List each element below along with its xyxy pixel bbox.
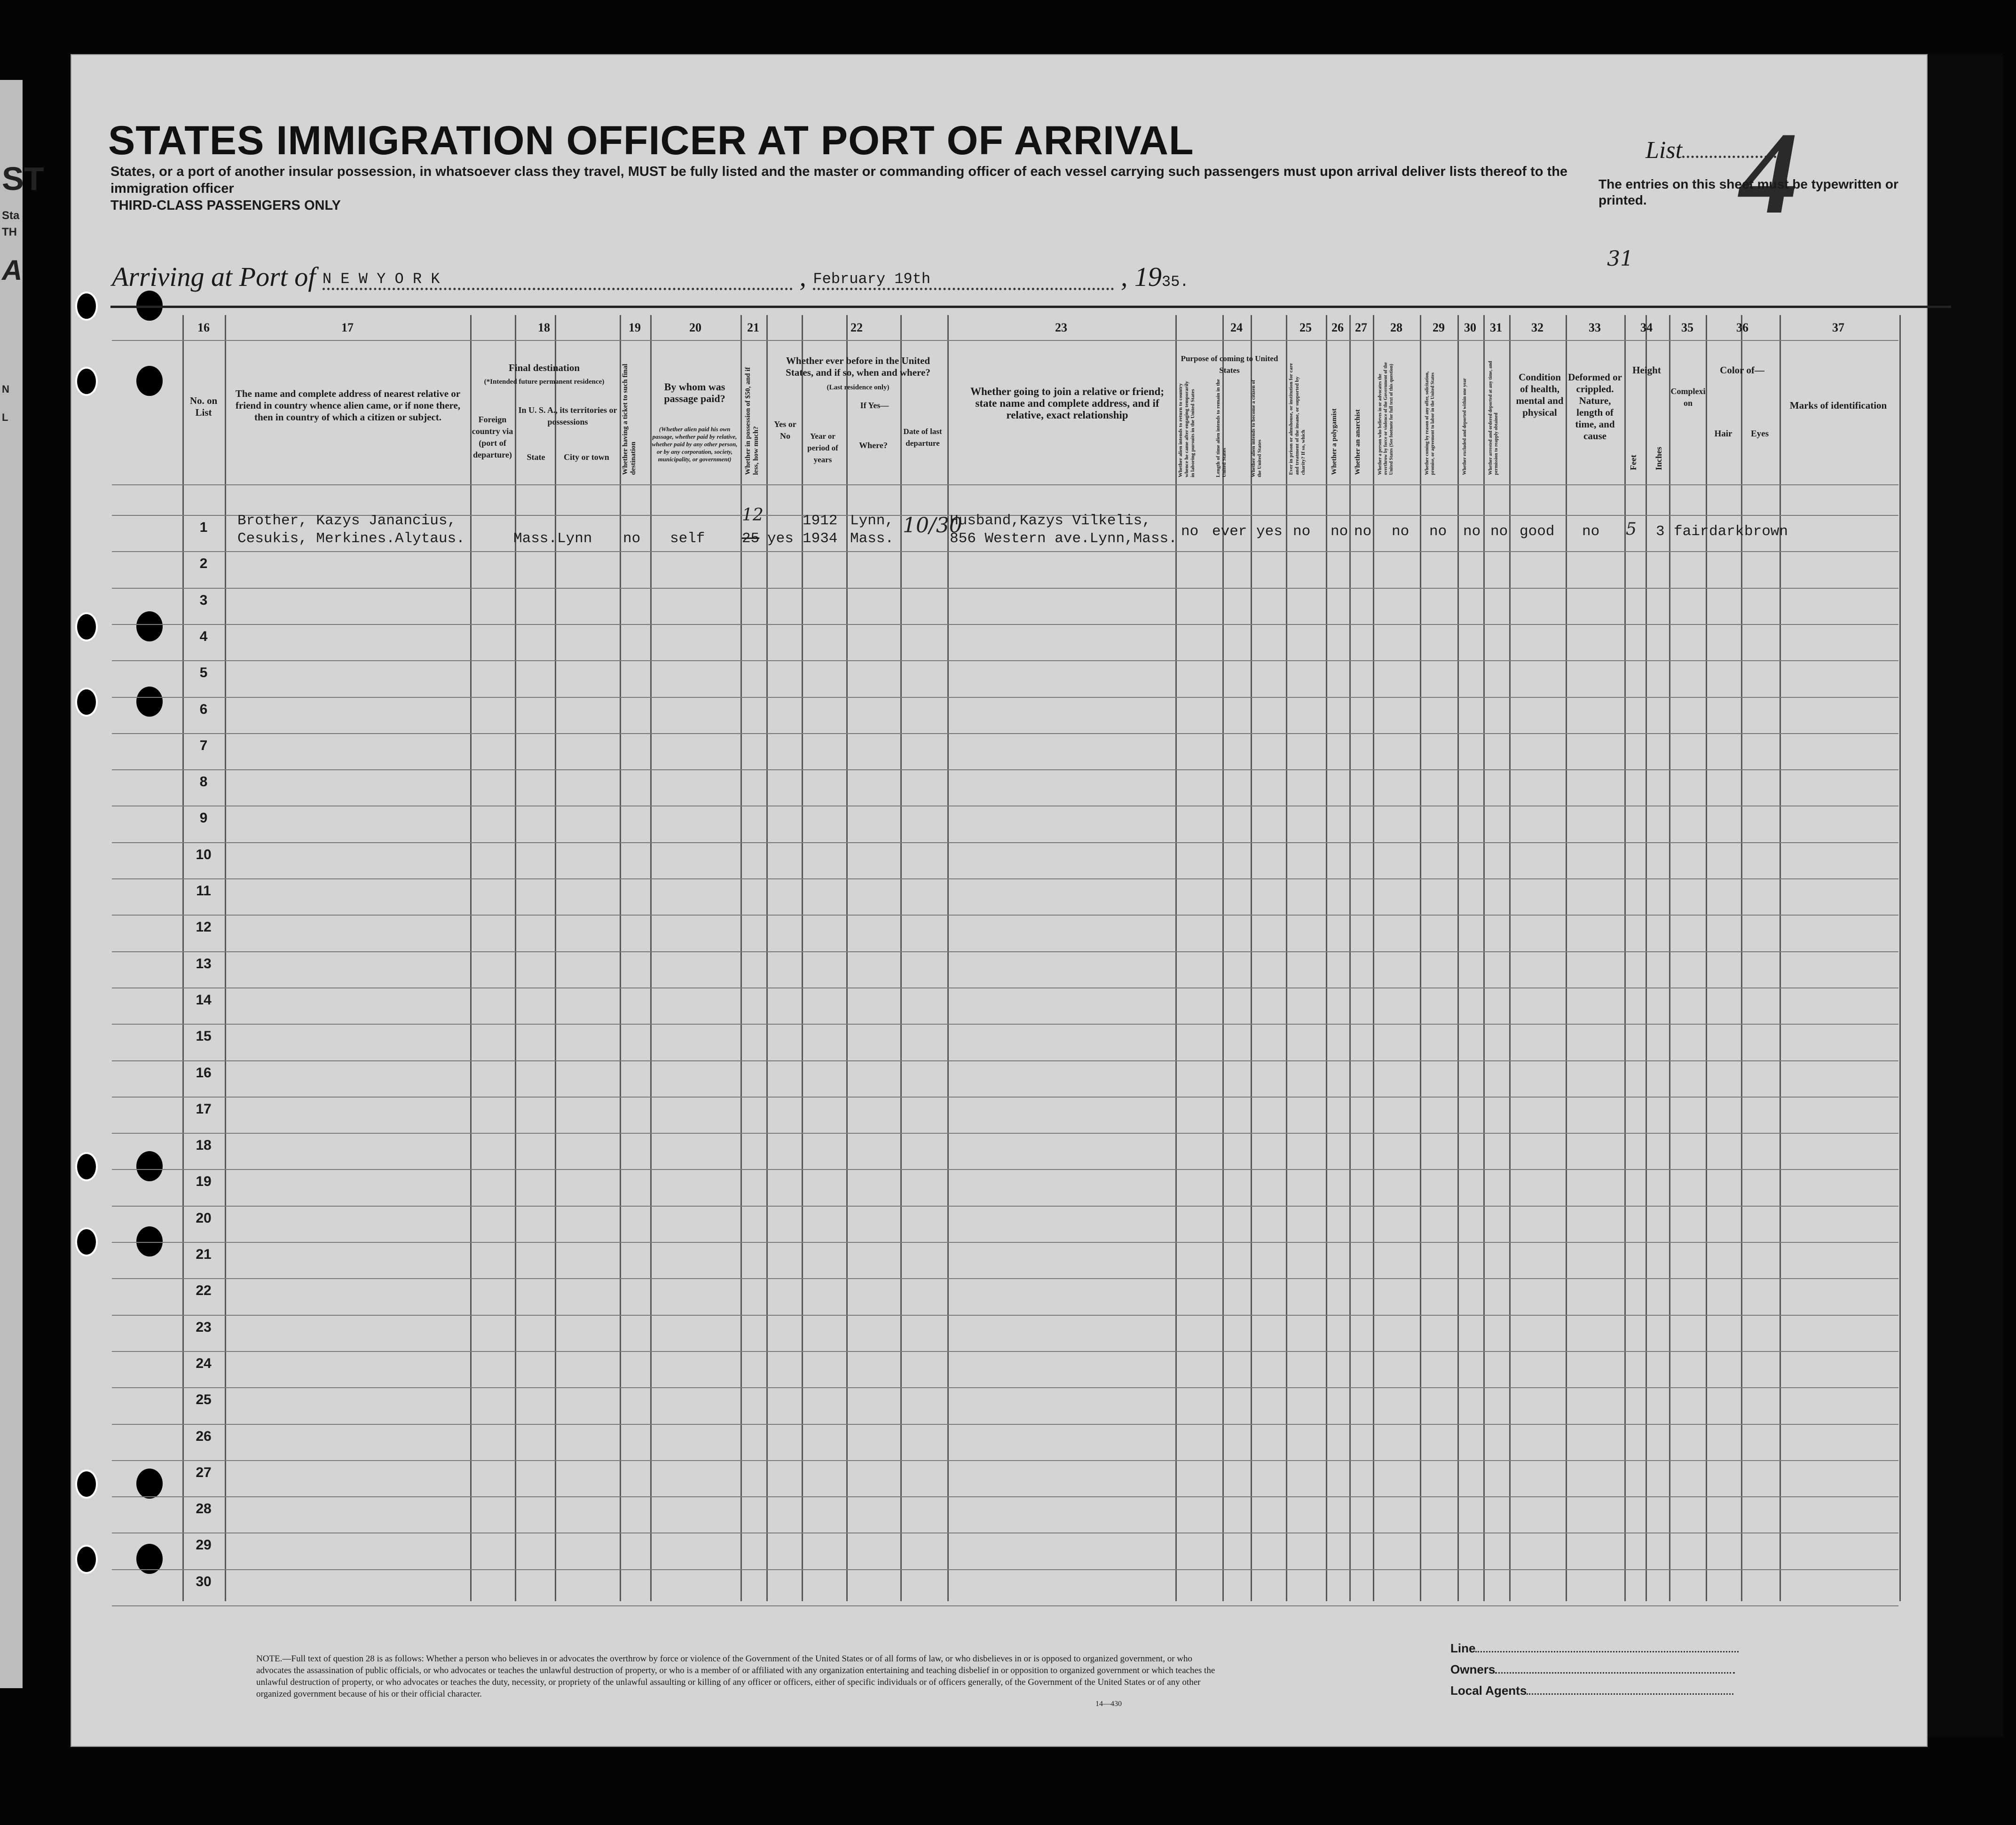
relative-address-line-2: Cesukis, Merkines.Alytaus. (237, 530, 465, 547)
intro-text (110, 163, 1615, 214)
row-number: 1 (199, 520, 208, 535)
destination-city: Lynn (557, 530, 592, 547)
column-number: 33 (1589, 321, 1601, 334)
answer-c31: no (1490, 523, 1508, 540)
header-c22-title: Whether ever before in the United States, and if so, when and where? (786, 355, 930, 378)
joining-line-1: Husband,Kazys Vilkelis, (950, 513, 1151, 529)
row-number: 16 (196, 1065, 212, 1081)
header-c28: Whether a person who believes in or advocates the overthrow by force or violence of the Government of the United States (See footnote for full text of this question) (1378, 362, 1394, 475)
local-agents-label (1450, 1683, 1733, 1698)
grid-row-rule (112, 1133, 1898, 1134)
header-c18-title: Final destination (508, 362, 580, 373)
grid-row-rule (112, 1569, 1898, 1570)
joining-line-2: 856 Western ave.Lynn,Mass. (950, 530, 1177, 547)
header-c18-sub: (*Intended future permanent residence) (484, 378, 605, 386)
fragment-text: ST (2, 160, 44, 197)
header-c17: The name and complete address of nearest relative or friend in country whence alien came, or if none there, then in country of which a citizen or subject. (235, 388, 461, 423)
answer-c28: no (1392, 523, 1410, 540)
grid-column-rule (1251, 315, 1252, 1601)
list-number: 4 (1740, 108, 1798, 238)
header-c35: Complexion (1670, 387, 1706, 408)
grid-row-rule (112, 624, 1898, 625)
column-number: 32 (1531, 321, 1544, 334)
owners-label-text: Owners (1450, 1662, 1496, 1676)
passage-paid-by: self (670, 530, 705, 547)
years-line-2: 1934 (803, 530, 838, 547)
purpose-return: no (1181, 523, 1199, 540)
handwritten-mark: 31 (1607, 247, 1633, 271)
date-field: February 19th (813, 270, 1114, 290)
column-number: 29 (1433, 321, 1445, 334)
port-field: N E W Y O R K (323, 270, 793, 290)
grid-column-rule (766, 315, 768, 1601)
grid-row-rule (112, 1206, 1898, 1207)
grid-row-rule (112, 1278, 1898, 1279)
grid-row-rule (112, 1351, 1898, 1352)
ever-before-answer: yes (767, 530, 794, 547)
answer-c29: no (1429, 523, 1447, 540)
column-number: 24 (1230, 321, 1243, 334)
row-number: 14 (196, 992, 212, 1008)
header-c18-foreign: Foreign country via (port of departure) (472, 415, 513, 459)
money-typed: 25 (742, 530, 760, 547)
header-c26: Whether a polygamist (1331, 408, 1338, 475)
header-c29: Whether coming by reason of any offer, solicitation, promise, or agreement to labor in the United States (1425, 371, 1435, 475)
hair-color: dark (1709, 523, 1744, 540)
grid-column-rule (1566, 315, 1567, 1601)
row-number: 13 (196, 956, 212, 972)
header-c24-b: Length of time alien intends to remain in the United States (1215, 379, 1227, 477)
grid-row-rule (112, 1605, 1898, 1606)
eye-color: brown (1744, 523, 1788, 540)
grid-row-rule (112, 588, 1898, 589)
grid-row-rule (112, 697, 1898, 698)
row-number: 19 (196, 1174, 212, 1189)
header-c18-city: City or town (564, 452, 609, 462)
row-number: 25 (196, 1392, 212, 1407)
binder-hole (75, 292, 98, 321)
year-prefix: 19 (1134, 261, 1162, 292)
answer-c27: no (1354, 523, 1372, 540)
grid-row-rule (112, 1315, 1898, 1316)
header-c22-sub: (Last residence only) (827, 384, 890, 391)
local-agents-label-text: Local Agents (1450, 1683, 1527, 1698)
row-number: 21 (196, 1247, 212, 1262)
row-number: 29 (196, 1537, 212, 1553)
answer-c30: no (1463, 523, 1481, 540)
header-c22-where: Where? (859, 441, 888, 450)
grid-row-rule (112, 1024, 1898, 1025)
grid-row-rule (112, 551, 1898, 552)
owners-label (1450, 1662, 1735, 1677)
row-number: 5 (199, 665, 208, 680)
grid-column-rule (225, 315, 226, 1601)
grid-column-rule (620, 315, 621, 1601)
grid-row-rule (112, 733, 1898, 734)
grid-row-rule (112, 1242, 1898, 1243)
grid-row-rule (112, 1496, 1898, 1497)
header-c19: Whether having a ticket to such final destination (622, 363, 637, 475)
row-number: 15 (196, 1028, 212, 1044)
answer-c26: no (1331, 523, 1348, 540)
manifest-table (110, 306, 1951, 1604)
grid-column-rule (1373, 315, 1374, 1601)
ticket-answer: no (623, 530, 641, 547)
grid-column-rule (1420, 315, 1421, 1601)
class-line: THIRD-CLASS PASSENGERS ONLY (110, 198, 341, 213)
column-number: 18 (538, 321, 550, 334)
row-number: 3 (199, 593, 208, 608)
row-number: 20 (196, 1210, 212, 1226)
destination-state: Mass. (513, 530, 558, 547)
where-line-1: Lynn, (850, 513, 894, 529)
grid-row-rule (112, 951, 1898, 952)
line-label-text: Line (1450, 1641, 1476, 1655)
row-number: 4 (199, 629, 208, 644)
adjacent-page-fragment (0, 80, 44, 1688)
last-departure-date: 10/30 (903, 514, 962, 537)
grid-column-rule (515, 315, 516, 1601)
grid-column-rule (802, 315, 803, 1601)
header-c36-title: Color of— (1720, 364, 1764, 376)
row-number: 11 (196, 883, 211, 899)
grid-column-rule (846, 315, 848, 1601)
column-number: 36 (1736, 321, 1748, 334)
row-number: 6 (199, 702, 208, 717)
fragment-text: TH (2, 226, 17, 238)
grid-column-rule (1457, 315, 1459, 1601)
binder-hole (75, 1227, 98, 1256)
header-c22-yes: Yes or No (774, 419, 796, 441)
grid-column-rule (1286, 315, 1287, 1601)
page-title: STATES IMMIGRATION OFFICER AT PORT OF ARRIVAL (108, 118, 1194, 163)
grid-column-rule (1509, 315, 1511, 1601)
header-c34-feet: Feet (1629, 455, 1638, 470)
column-number: 17 (341, 321, 354, 334)
relative-address-line-1: Brother, Kazys Janancius, (237, 513, 457, 529)
column-number: 30 (1464, 321, 1476, 334)
row-number: 12 (196, 919, 212, 935)
header-c24-a: Whether alien intends to return to country whence he came after engaging temporarily in laboring pursuits in the United States (1178, 381, 1196, 477)
row-number: 8 (199, 774, 208, 790)
fragment-text: A (2, 254, 23, 286)
grid-row-rule (112, 1169, 1898, 1170)
column-number: 21 (747, 321, 759, 334)
binder-hole (75, 1152, 98, 1181)
row-number: 17 (196, 1101, 212, 1117)
list-label-text: List (1646, 137, 1683, 164)
header-c22-year: Year or period of years (807, 432, 838, 464)
row-number: 28 (196, 1501, 212, 1517)
header-c24-c: Whether alien intends to become a citizen of the United States (1251, 379, 1262, 477)
grid-column-rule (1349, 315, 1351, 1601)
binder-hole (75, 687, 98, 717)
grid-column-rule (947, 315, 949, 1601)
line-label (1450, 1641, 1739, 1656)
column-number: 35 (1681, 321, 1693, 334)
purpose-length: ever (1212, 523, 1247, 540)
grid-column-rule (1175, 315, 1177, 1601)
grid-column-rule (1741, 315, 1742, 1601)
grid-row-rule (112, 1097, 1898, 1098)
fragment-text: N (2, 383, 9, 395)
header-c20-title: By whom was passage paid? (664, 381, 725, 404)
row-number: 24 (196, 1356, 212, 1371)
header-c30: Whether excluded and deported within one year (1462, 378, 1467, 475)
row-number: 26 (196, 1429, 212, 1444)
header-c21: Whether in possession of $50, and if less, how much? (744, 367, 760, 475)
header-c22-ifyes: If Yes— (860, 401, 889, 410)
row-number: 2 (199, 556, 208, 571)
grid-row-rule (112, 1460, 1898, 1461)
header-c36-eyes: Eyes (1751, 429, 1769, 439)
grid-column-rule (1222, 315, 1224, 1601)
grid-column-rule (1669, 315, 1670, 1601)
column-number: 16 (197, 321, 210, 334)
form-number: 14—430 (1095, 1700, 1122, 1708)
column-number: 25 (1299, 321, 1312, 334)
fragment-text: Sta (2, 209, 20, 222)
column-number: 26 (1331, 321, 1344, 334)
header-c25: Ever in prison or almshouse, or institution for care and treatment of the insane, or supported by charity? If so, which (1288, 363, 1306, 475)
grid-column-rule (650, 315, 652, 1601)
health-condition: good (1520, 523, 1555, 540)
grid-row-rule (112, 1387, 1898, 1388)
grid-column-rule (1706, 315, 1707, 1601)
complexion: fair (1674, 523, 1709, 540)
row-number: 7 (199, 738, 208, 753)
column-number: 31 (1490, 321, 1502, 334)
header-c36-hair: Hair (1714, 429, 1732, 439)
deformed-answer: no (1582, 523, 1600, 540)
column-number: 23 (1055, 321, 1067, 334)
column-number: 20 (689, 321, 701, 334)
entries-note: The entries on this sheet must be typewritten or printed. (1599, 177, 1898, 207)
fragment-text: L (2, 411, 8, 423)
column-number: 28 (1390, 321, 1402, 334)
row-number: 18 (196, 1138, 212, 1153)
row-number: 10 (196, 847, 212, 862)
grid-row-rule (112, 769, 1898, 770)
grid-row-rule (112, 915, 1898, 916)
column-number: 19 (629, 321, 641, 334)
footnote-question-28: NOTE.—Full text of question 28 is as follows: Whether a person who believes in or advocates the overthrow by force or violence of the Government of the United States or of all forms of law, or who disbelieves in or is opposed to organized government, or who advocates the assassination of public officials, or who advocates or teaches the unlawful destruction of property, or who is a member of or affiliated with any organization entertaining and teaching disbelief in or opposition to organized government or which teaches the unlawful destruction of property, or who advocates or teaches the duty, necessity, or propriety of the unlawful assaulting or killing of any officer or officers, either of specific individuals or of officers generally, of the Government of the United States or of any other organized government because of his or their official character. (256, 1654, 1215, 1699)
header-c34-title: Height (1632, 364, 1661, 376)
header-c16: No. on List (189, 395, 218, 418)
grid-column-rule (1780, 315, 1781, 1601)
grid-column-rule (555, 315, 556, 1601)
grid-column-rule (1326, 315, 1327, 1601)
header-c34-inches: Inches (1654, 446, 1663, 470)
grid-row-rule (112, 340, 1898, 341)
binder-hole (75, 367, 98, 396)
column-number: 37 (1832, 321, 1844, 334)
header-c33: Deformed or crippled. Nature, length of time, and cause (1568, 371, 1622, 442)
intro-line: States, or a port of another insular possession, in whatsoever class they travel, MUST be fully listed and the master or commanding officer of each vessel carrying such passengers must upon arrival deliver lists thereof to the immigration officer (110, 164, 1568, 196)
money-handwritten: 12 (742, 506, 764, 525)
header-c27: Whether an anarchist (1354, 409, 1362, 475)
purpose-citizen: yes (1256, 523, 1283, 540)
grid-column-rule (1899, 315, 1901, 1601)
header-c31: Whether arrested and ordered deported at any time, and permission to reapply obtained (1488, 361, 1499, 475)
column-number: 34 (1640, 321, 1653, 334)
year-suffix: 35. (1161, 273, 1189, 291)
header-c32: Condition of health, mental and physical (1516, 371, 1564, 418)
row-number: 30 (196, 1574, 212, 1589)
height-feet: 5 (1626, 520, 1637, 539)
grid-row-rule (112, 484, 1898, 485)
height-inches: 3 (1656, 523, 1665, 540)
grid-column-rule (1624, 315, 1626, 1601)
column-number: 22 (850, 321, 863, 334)
grid-column-rule (1646, 315, 1647, 1601)
header-c22-date: Date of last departure (903, 427, 942, 448)
binder-hole (75, 1545, 98, 1574)
grid-row-rule (112, 660, 1898, 661)
binder-hole (75, 612, 98, 641)
arriving-label: Arriving at Port of (112, 261, 316, 292)
header-c20-note: (Whether alien paid his own passage, whether paid by relative, whether paid by any other person, or by any corporation, society, municipality, or government) (652, 426, 738, 463)
where-line-2: Mass. (850, 530, 894, 547)
answer-c25: no (1293, 523, 1311, 540)
row-number: 27 (196, 1465, 212, 1480)
binder-hole (75, 1469, 98, 1499)
grid-column-rule (1483, 315, 1485, 1601)
grid-row-rule (112, 842, 1898, 843)
grid-column-rule (900, 315, 902, 1601)
grid-row-rule (112, 1060, 1898, 1061)
row-number: 9 (199, 810, 208, 826)
grid-row-rule (112, 1424, 1898, 1425)
years-line-1: 1912 (803, 513, 838, 529)
column-number: 27 (1355, 321, 1367, 334)
header-c18-usa: In U. S. A., its territories or possessions (518, 405, 617, 427)
header-c18-state: State (527, 452, 545, 462)
grid-row-rule (112, 878, 1898, 879)
header-c24-title: Purpose of coming to United States (1181, 354, 1278, 375)
row-number: 23 (196, 1319, 212, 1335)
arriving-row: Arriving at Port of N E W Y O R K , February 19th , 1935. (112, 261, 1189, 292)
grid-column-rule (470, 315, 472, 1601)
header-c37: Marks of identification (1789, 400, 1887, 411)
row-number: 22 (196, 1283, 212, 1298)
header-c23: Whether going to join a relative or friend; state name and complete address, and if relative, exact relationship (970, 386, 1165, 421)
